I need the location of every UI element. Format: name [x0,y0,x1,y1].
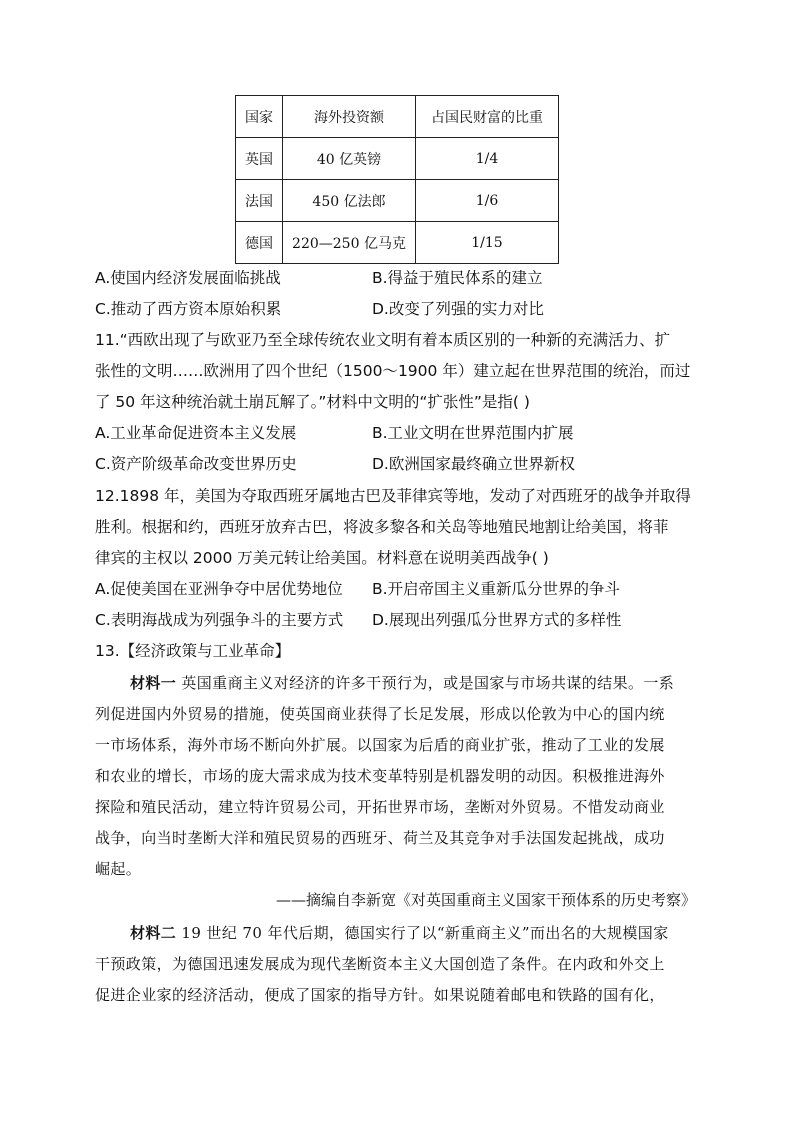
table-row [236,222,559,264]
q12-stem-line: 律宾的主权以 2000 万美元转让给美国。材料意在说明美西战争( ) [95,549,549,567]
material-1-line: 探险和殖民活动，建立特许贸易公司，开拓世界市场，垄断对外贸易。不惜发动商业 [95,798,665,816]
material-2-text: 19 世纪 70 年代后期，德国实行了以“新重商主义”而出名的大规模国家 [176,924,669,942]
q11-option-a: A.工业革命促进资本主义发展 [95,424,297,442]
material-1-label: 材料一 [130,674,177,692]
material-1-text: 英国重商主义对经济的许多干预行为，或是国家与市场共谋的结果。一系 [176,674,675,692]
q11-stem-line: 11.“西欧出现了与欧亚乃至全球传统农业文明有着本质区别的一种新的充满活力、扩 [95,331,671,349]
q11-option-c: C.资产阶级革命改变世界历史 [95,455,297,473]
table-cell: 德国 [236,222,283,264]
q12-option-a: A.促使美国在亚洲争夺中居优势地位 [95,580,343,598]
q12-option-d: D.展现出列强瓜分世界方式的多样性 [372,611,622,629]
table-cell: 220—250 亿马克 [283,222,416,264]
table-cell: 1/4 [416,138,559,180]
material-1-line: 崛起。 [95,860,142,878]
q10-option-c: C.推动了西方资本原始积累 [95,300,282,318]
q13-title: 13.【经济政策与工业革命】 [95,642,291,660]
table-cell: 1/6 [416,180,559,222]
q12-option-b: B.开启帝国主义重新瓜分世界的争斗 [372,580,621,598]
table-header-cell: 海外投资额 [283,96,416,138]
q11-option-b: B.工业文明在世界范围内扩展 [372,424,574,442]
table-header-cell: 国家 [236,96,283,138]
q10-option-d: D.改变了列强的实力对比 [372,300,544,318]
table-cell: 1/15 [416,222,559,264]
q11-stem-line: 张性的文明……欧洲用了四个世纪（1500～1900 年）建立起在世界范围的统治，而过 [95,362,691,380]
material-2-label: 材料二 [130,924,177,942]
overseas-investment-table [235,95,559,264]
material-1-line: 一市场体系，海外市场不断向外扩展。以国家为后盾的商业扩张，推动了工业的发展 [95,736,665,754]
table-header-cell: 占国民财富的比重 [416,96,559,138]
q11-option-d: D.欧洲国家最终确立世界新权 [372,455,575,473]
table-header-row [236,96,559,138]
table-cell: 英国 [236,138,283,180]
table-cell: 40 亿英镑 [283,138,416,180]
material-1-line: 和农业的增长，市场的庞大需求成为技术变革特别是机器发明的动因。积极推进海外 [95,767,665,785]
material-1-line: 战争，向当时垄断大洋和殖民贸易的西班牙、荷兰及其竞争对手法国发起挑战，成功 [95,829,665,847]
material-1-line: 列促进国内外贸易的措施，使英国商业获得了长足发展，形成以伦敦为中心的国内统 [95,705,665,723]
q10-option-a: A.使国内经济发展面临挑战 [95,269,281,287]
q12-stem-line: 胜利。根据和约，西班牙放弃古巴，将波多黎各和关岛等地殖民地割让给美国，将菲 [95,518,669,536]
table-row [236,138,559,180]
material-1-source: ——摘编自李新宽《对英国重商主义国家干预体系的历史考察》 [275,891,696,909]
material-2-line: 促进企业家的经济活动，便成了国家的指导方针。如果说随着邮电和铁路的国有化， [95,986,665,1004]
table-cell: 450 亿法郎 [283,180,416,222]
material-2-first-line [130,922,669,943]
q11-stem-line: 了 50 年这种统治就土崩瓦解了。”材料中文明的“扩张性”是指( ) [95,393,530,411]
material-1-first-line [130,672,674,693]
q12-option-c: C.表明海战成为列强争斗的主要方式 [95,611,344,629]
material-2-line: 干预政策，为德国迅速发展成为现代垄断资本主义大国创造了条件。在内政和外交上 [95,955,665,973]
table-cell: 法国 [236,180,283,222]
q12-stem-line: 12.1898 年，美国为夺取西班牙属地古巴及菲律宾等地，发动了对西班牙的战争并取得 [95,487,692,505]
q10-option-b: B.得益于殖民体系的建立 [372,269,543,287]
table-row [236,180,559,222]
